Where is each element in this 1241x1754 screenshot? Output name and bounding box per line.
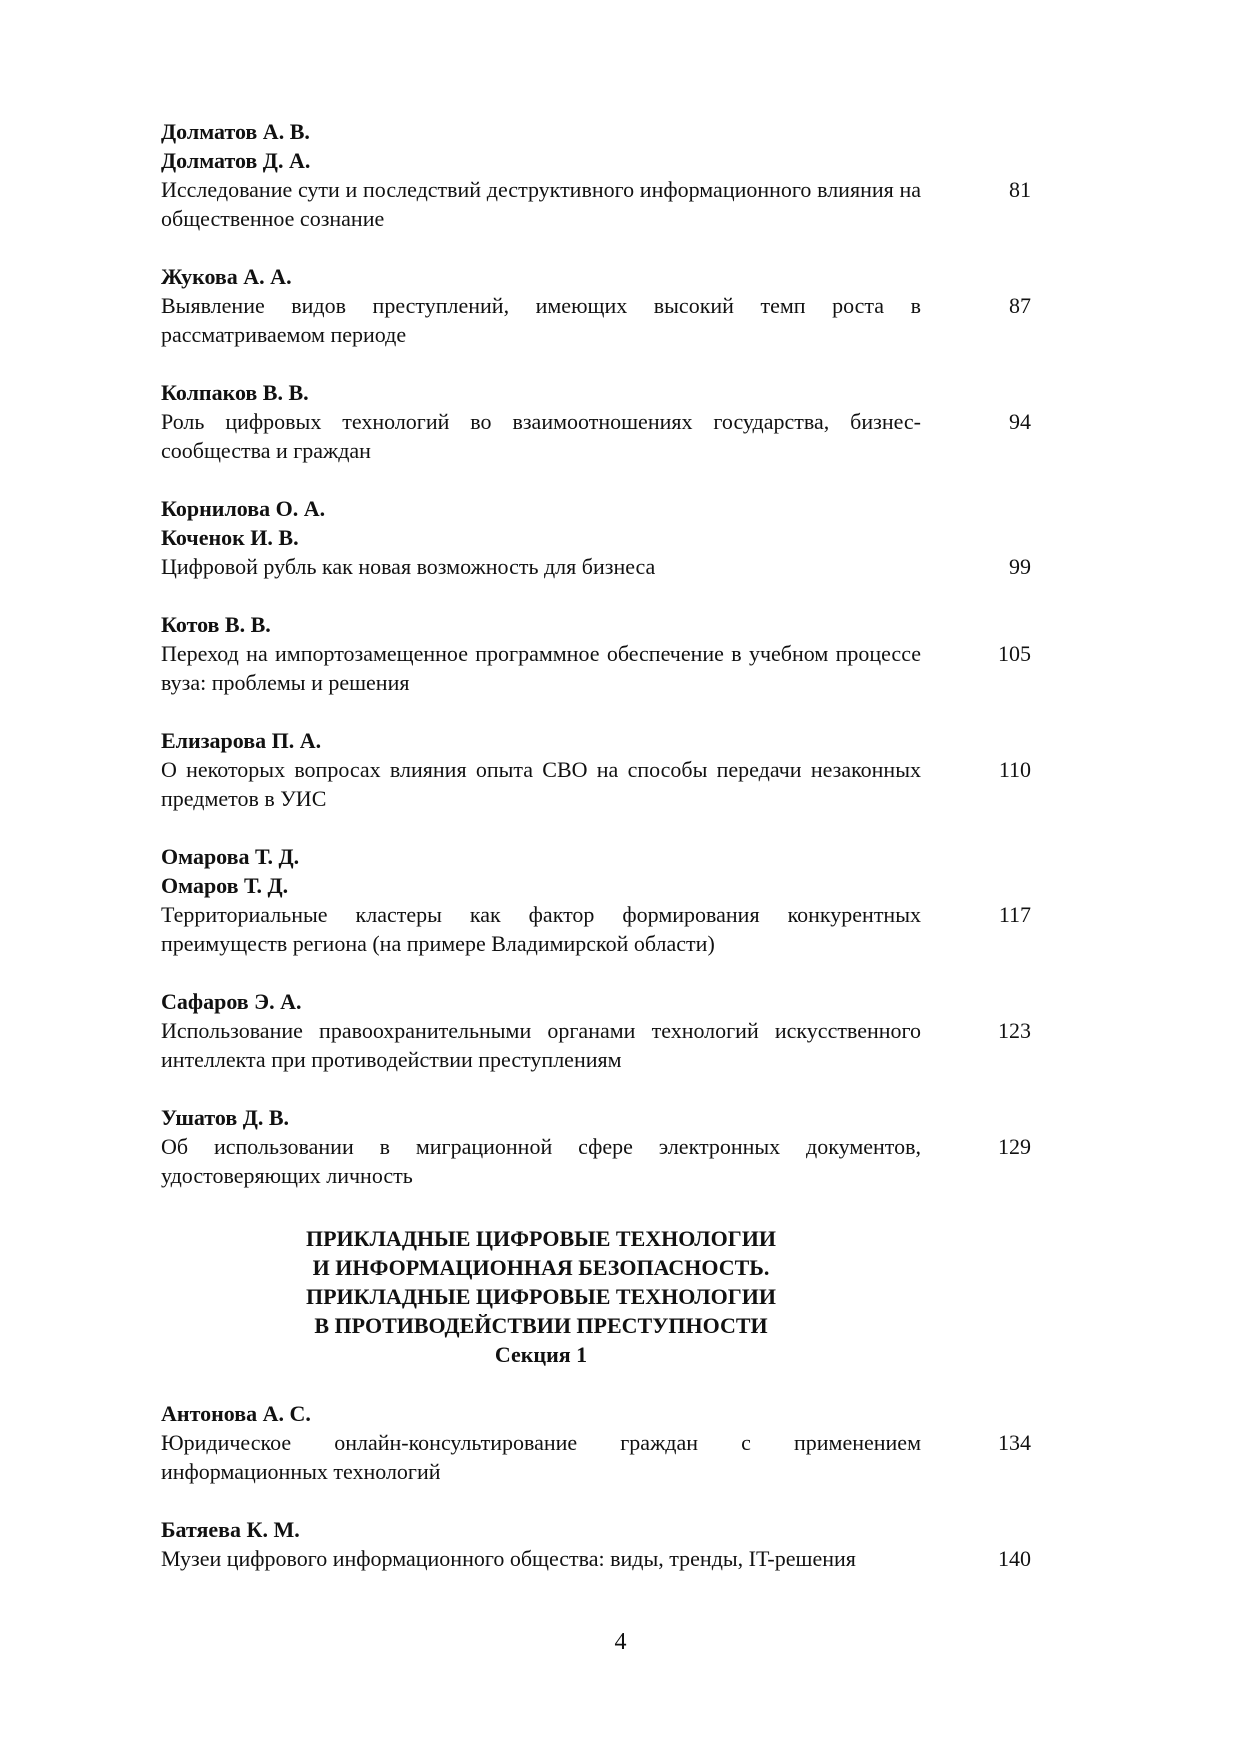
section-heading-line: ПРИКЛАДНЫЕ ЦИФРОВЫЕ ТЕХНОЛОГИИ <box>305 1284 776 1309</box>
section-label: Секция 1 <box>494 1342 588 1367</box>
entry-page-number: 110 <box>998 757 1031 782</box>
toc-entry <box>161 1103 1031 1190</box>
section-heading-line: ПРИКЛАДНЫЕ ЦИФРОВЫЕ ТЕХНОЛОГИИ <box>305 1226 776 1251</box>
entry-title: Юридическое онлайн-консультирование граждан с применением информационных технологий <box>161 1430 921 1484</box>
entry-title: Исследование сути и последствий деструктивного информационного влияния на общественное сознание <box>161 177 921 231</box>
author-name: Сафаров Э. А. <box>161 989 302 1014</box>
author-name: Омарова Т. Д. <box>161 844 300 869</box>
author-name: Котов В. В. <box>161 612 271 637</box>
toc-entry <box>161 262 1031 349</box>
author-name: Коченок И. В. <box>161 525 299 550</box>
section-heading <box>161 1224 921 1369</box>
author-name: Долматов А. В. <box>161 119 310 144</box>
toc-entry <box>161 1515 1031 1573</box>
author-name: Колпаков В. В. <box>161 380 309 405</box>
toc-entry <box>161 117 1031 233</box>
entry-title: Об использовании в миграционной сфере электронных документов, удостоверяющих личность <box>161 1134 921 1188</box>
author-name: Омаров Т. Д. <box>161 873 289 898</box>
entry-page-number: 105 <box>998 641 1031 666</box>
entry-page-number: 117 <box>998 902 1031 927</box>
entry-title: Выявление видов преступлений, имеющих высокий темп роста в рассматриваемом периоде <box>161 293 921 347</box>
toc-entries <box>161 117 1031 1219</box>
entry-page-number: 123 <box>998 1018 1031 1043</box>
section-heading-line: В ПРОТИВОДЕЙСТВИИ ПРЕСТУПНОСТИ <box>314 1313 768 1338</box>
toc-entry <box>161 494 1031 581</box>
entry-title: Цифровой рубль как новая возможность для бизнеса <box>161 554 656 579</box>
toc-entry <box>161 610 1031 697</box>
author-name: Жукова А. А. <box>161 264 292 289</box>
entry-title: Территориальные кластеры как фактор формирования конкурентных преимуществ региона (на примере Владимирской области) <box>161 902 921 956</box>
toc-entry <box>161 1399 1031 1486</box>
entry-page-number: 134 <box>998 1430 1031 1455</box>
author-name: Корнилова О. А. <box>161 496 326 521</box>
author-name: Батяева К. М. <box>161 1517 300 1542</box>
entry-page-number: 81 <box>1009 177 1031 202</box>
toc-entry <box>161 987 1031 1074</box>
entry-title: Роль цифровых технологий во взаимоотношениях государства, бизнес-сообщества и граждан <box>161 409 921 463</box>
toc-entries-section-1 <box>161 1399 1031 1602</box>
entry-page-number: 99 <box>1009 554 1031 579</box>
toc-entry <box>161 378 1031 465</box>
entry-title: О некоторых вопросах влияния опыта СВО на способы передачи незаконных предметов в УИС <box>161 757 921 811</box>
entry-title: Переход на импортозамещенное программное обеспечение в учебном процессе вуза: проблемы и решения <box>161 641 921 695</box>
entry-title: Использование правоохранительными органами технологий искусственного интеллекта при противодействии преступлениям <box>161 1018 921 1072</box>
entry-page-number: 129 <box>998 1134 1031 1159</box>
author-name: Елизарова П. А. <box>161 728 322 753</box>
section-heading-line: И ИНФОРМАЦИОННАЯ БЕЗОПАСНОСТЬ. <box>312 1255 770 1280</box>
page-number: 4 <box>614 1629 627 1655</box>
toc-entry <box>161 726 1031 813</box>
entry-page-number: 140 <box>998 1546 1031 1571</box>
entry-title: Музеи цифрового информационного общества: виды, тренды, IT-решения <box>161 1546 856 1571</box>
author-name: Антонова А. С. <box>161 1401 311 1426</box>
author-name: Долматов Д. А. <box>161 148 311 173</box>
toc-entry <box>161 842 1031 958</box>
author-name: Ушатов Д. В. <box>161 1105 290 1130</box>
entry-page-number: 87 <box>1009 293 1031 318</box>
entry-page-number: 94 <box>1009 409 1031 434</box>
